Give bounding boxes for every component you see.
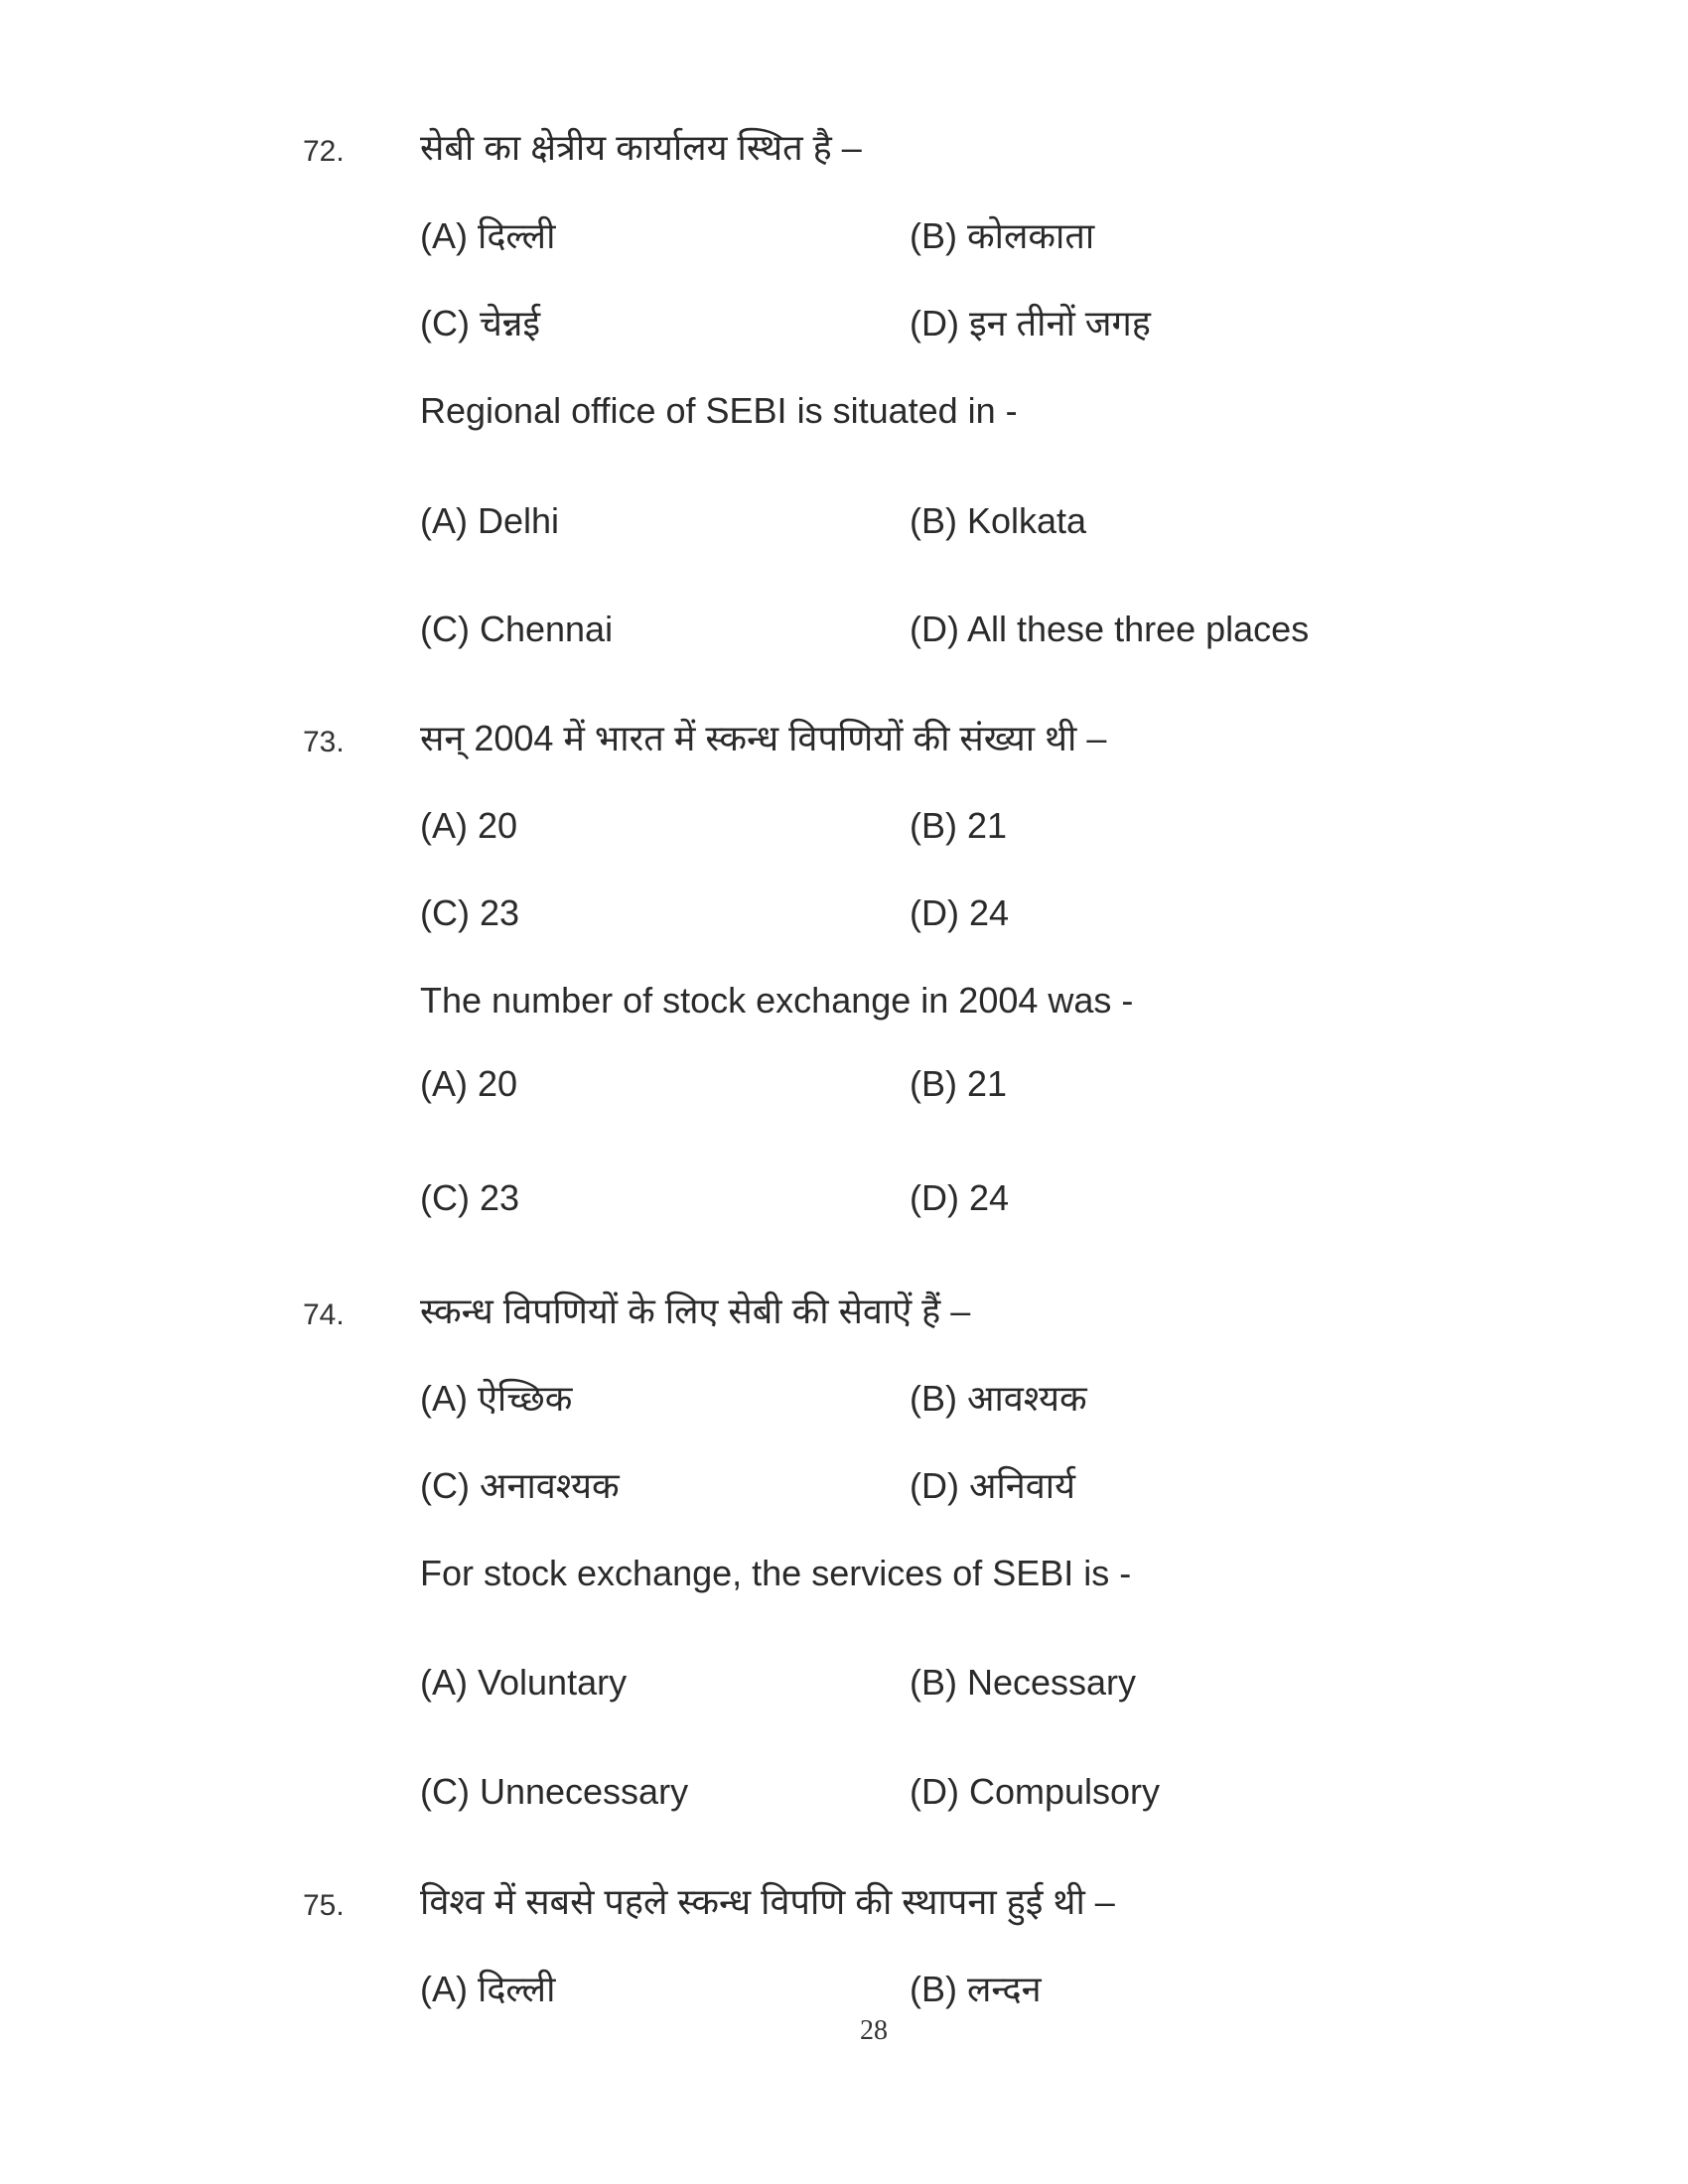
question-73-hindi-text: सन् 2004 में भारत में स्कन्ध विपणियों की संख्या थी – [420, 718, 1107, 758]
question-73-hindi-option-b: (B) 21 [910, 805, 1008, 846]
question-74-hindi-text: स्कन्ध विपणियों के लिए सेबी की सेवाऐं हैं – [420, 1291, 971, 1331]
question-73-hindi-option-d: (D) 24 [910, 892, 1010, 933]
question-74-hindi-option-a: (A) ऐच्छिक [420, 1378, 573, 1419]
question-72-hindi-option-b: (B) कोलकाता [910, 215, 1095, 256]
question-73-english-option-a: (A) 20 [420, 1063, 518, 1104]
question-73-hindi-option-c: (C) 23 [420, 892, 520, 933]
page-number: 28 [860, 2015, 888, 2046]
question-74-hindi-option-c: (C) अनावश्यक [420, 1465, 620, 1506]
question-72-hindi-option-c: (C) चेन्नई [420, 303, 541, 343]
question-75-hindi-option-a: (A) दिल्ली [420, 1969, 556, 2009]
question-74-english-option-a: (A) Voluntary [420, 1662, 628, 1703]
question-72-number: 72. [303, 135, 345, 168]
question-74-english-text: For stock exchange, the services of SEBI is - [420, 1553, 1132, 1593]
question-72-hindi-option-d: (D) इन तीनों जगह [910, 303, 1151, 343]
question-73-number: 73. [303, 726, 345, 758]
question-73-english-option-c: (C) 23 [420, 1177, 520, 1218]
question-72-english-text: Regional office of SEBI is situated in - [420, 390, 1018, 431]
question-75-hindi-text: विश्व में सबसे पहले स्कन्ध विपणि की स्थापना हुई थी – [420, 1881, 1115, 1922]
question-75-hindi-option-b: (B) लन्दन [910, 1969, 1042, 2009]
question-73-english-text: The number of stock exchange in 2004 was - [420, 980, 1134, 1021]
question-73-hindi-option-a: (A) 20 [420, 805, 518, 846]
question-74-hindi-option-d: (D) अनिवार्य [910, 1465, 1076, 1506]
question-72-english-option-b: (B) Kolkata [910, 500, 1087, 541]
question-73-english-option-b: (B) 21 [910, 1063, 1008, 1104]
question-72-english-option-c: (C) Chennai [420, 609, 614, 649]
question-75-number: 75. [303, 1889, 345, 1922]
question-74-hindi-option-b: (B) आवश्यक [910, 1378, 1087, 1419]
question-72-english-option-d: (D) All these three places [910, 609, 1310, 649]
question-72-hindi-option-a: (A) दिल्ली [420, 215, 556, 256]
question-74-english-option-c: (C) Unnecessary [420, 1771, 689, 1812]
question-74-english-option-d: (D) Compulsory [910, 1771, 1161, 1812]
question-74-english-option-b: (B) Necessary [910, 1662, 1137, 1703]
question-73-english-option-d: (D) 24 [910, 1177, 1010, 1218]
question-72-hindi-text: सेबी का क्षेत्रीय कार्यालय स्थित है – [420, 127, 862, 168]
question-72-english-option-a: (A) Delhi [420, 500, 560, 541]
question-74-number: 74. [303, 1298, 345, 1331]
